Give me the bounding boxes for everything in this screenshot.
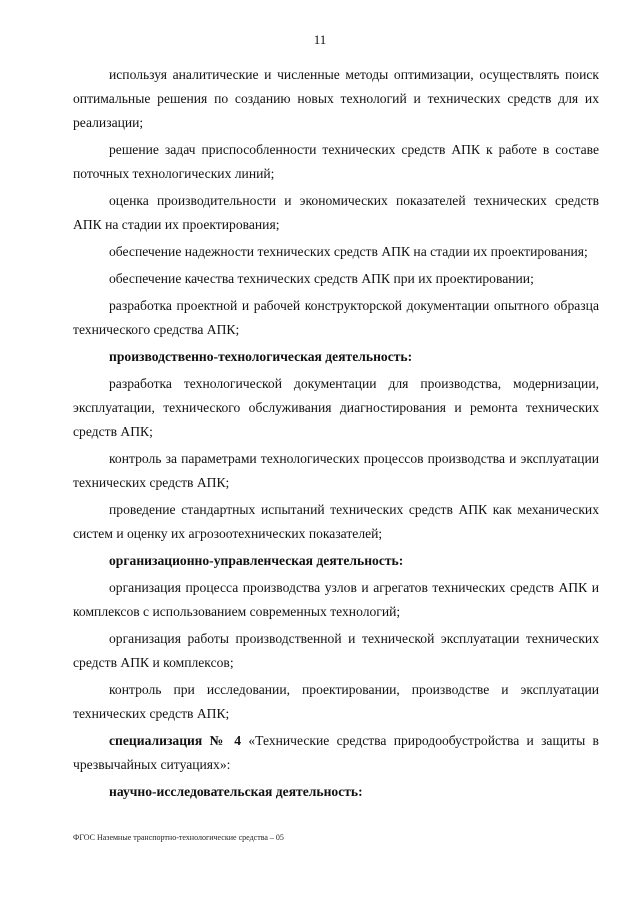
paragraph-specialization	[73, 729, 599, 777]
specialization-label: специализация № 4	[109, 733, 242, 748]
paragraph-production-organization: организация процесса производства узлов и агрегатов технических средств АПК и комплексов с использованием современных технологий;	[73, 580, 599, 619]
paragraph-reliability: обеспечение надежности технических средств АПК на стадии их проектирования;	[109, 244, 588, 259]
document-body	[73, 63, 599, 807]
paragraph-process-control: контроль за параметрами технологических процессов производства и эксплуатации технических средств АПК;	[73, 451, 599, 490]
paragraph-design-documentation: разработка проектной и рабочей конструкторской документации опытного образца технического средства АПК;	[73, 298, 599, 337]
paragraph-operation-organization: организация работы производственной и технической эксплуатации технических средств АПК и комплексов;	[73, 631, 599, 670]
paragraph-technological-documentation: разработка технологической документации для производства, модернизации, эксплуатации, технического обслуживания диагностирования и ремонта технических средств АПК;	[73, 376, 599, 439]
paragraph-quality: обеспечение качества технических средств АПК при их проектировании;	[109, 271, 534, 286]
paragraph-control-research: контроль при исследовании, проектировании, производстве и эксплуатации технических средств АПК;	[73, 682, 599, 721]
heading-production-technological: производственно-технологическая деятельность:	[109, 349, 413, 364]
paragraph-standard-tests: проведение стандартных испытаний технических средств АПК как механических систем и оценку их агрозоотехнических показателей;	[73, 502, 599, 541]
paragraph-productivity-assessment: оценка производительности и экономических показателей технических средств АПК на стадии их проектирования;	[73, 193, 599, 232]
paragraph-adaptability-tasks: решение задач приспособленности технических средств АПК к работе в составе поточных технологических линий;	[73, 142, 599, 181]
specialization-text: «Технические средства природообустройства и защиты в чрезвычайных ситуациях»:	[73, 733, 599, 772]
paragraph-optimization-methods: используя аналитические и численные методы оптимизации, осуществлять поиск оптимальные решения по созданию новых технологий и технических средств для их реализации;	[73, 67, 599, 130]
page-number: 11	[313, 32, 327, 47]
heading-research-activity: научно-исследовательская деятельность:	[109, 784, 363, 799]
document-footer: ФГОС Наземные транспортно-технологические средства – 05	[73, 833, 284, 842]
heading-organizational-managerial: организационно-управленческая деятельность:	[109, 553, 404, 568]
